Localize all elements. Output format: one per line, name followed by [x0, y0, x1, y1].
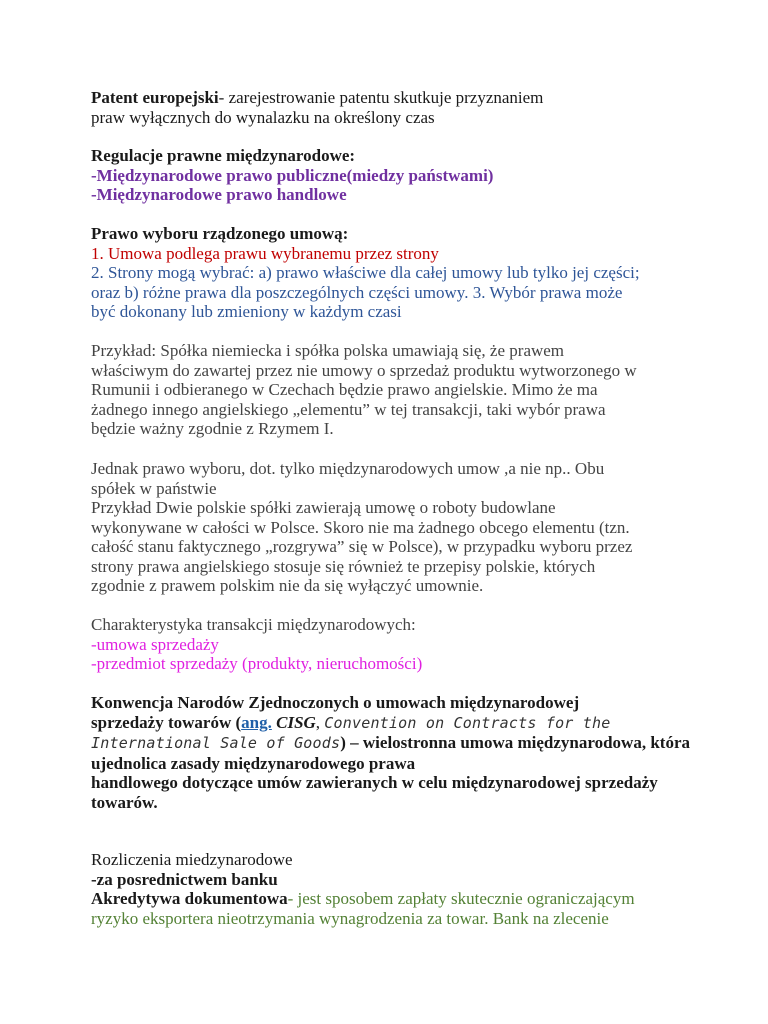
przyklad-line: będzie ważny zgodnie z Rzymem I. — [91, 419, 334, 438]
charakterystyka-item: -przedmiot sprzedaży (produkty, nieruchomości) — [91, 654, 423, 673]
konwencja-paren: ( — [231, 712, 242, 732]
konwencja-section — [91, 693, 691, 812]
cisg-abbr: CISG — [276, 712, 316, 732]
convention-name-b: International Sale of Goods — [91, 734, 341, 752]
jednak-line: całość stanu faktycznego „rozgrywa” się w Polsce), w przypadku wyboru przez — [91, 537, 633, 556]
regulacje-item-public: -Międzynarodowe prawo publiczne(miedzy państwami) — [91, 165, 494, 185]
akredytywa-definition: - jest sposobem zapłaty skutecznie ograniczającym — [287, 889, 635, 908]
akredytywa-term: Akredytywa dokumentowa — [91, 889, 288, 908]
przyklad-line: Rumunii i odbieranego w Czechach będzie prawo angielskie. Mimo że ma — [91, 380, 598, 399]
wybor-section — [91, 224, 691, 322]
konwencja-desc-line: handlowego dotyczące umów zawieranych w celu międzynarodowej sprzedaży — [91, 773, 658, 792]
konwencja-desc-line: towarów. — [91, 792, 158, 812]
charakterystyka-item: -umowa sprzedaży — [91, 634, 219, 654]
przyklad-line: Przykład: Spółka niemiecka i spółka polska umawiają się, że prawem — [91, 341, 565, 360]
regulacje-item-commercial: -Międzynarodowe prawo handlowe — [91, 185, 347, 204]
wybor-point-2-line: 2. Strony mogą wybrać: a) prawo właściwe dla całej umowy lub tylko jej części; — [91, 263, 640, 282]
przyklad-line: właściwym do zawartej przez nie umowy o sprzedaż produktu wytworzonego w — [91, 360, 637, 380]
wybor-point-2-line: być dokonany lub zmieniony w każdym czasi — [91, 302, 402, 321]
patent-paragraph — [91, 88, 691, 127]
ang-link[interactable]: ang. — [241, 712, 272, 732]
rozliczenia-heading: Rozliczenia miedzynarodowe — [91, 850, 293, 869]
charakterystyka-section — [91, 615, 691, 674]
wybor-point-2-line: oraz b) różne prawa dla poszczególnych części umowy. 3. Wybór prawa może — [91, 282, 623, 302]
jednak-line: wykonywane w całości w Polsce. Skoro nie ma żadnego obcego elementu (tzn. — [91, 517, 630, 537]
przyklad-paragraph — [91, 341, 691, 439]
konwencja-title: Konwencja Narodów Zjednoczonych o umowach międzynarodowej — [91, 693, 580, 712]
patent-definition-cont: praw wyłącznych do wynalazku na określony czas — [91, 107, 435, 127]
przyklad-line: żadnego innego angielskiego „elementu” w tej transakcji, taki wybór prawa — [91, 399, 606, 419]
jednak-line: spółek w państwie — [91, 478, 217, 498]
konwencja-title-cont: sprzedaży towarów — [91, 712, 232, 732]
jednak-line: zgodnie z prawem polskim nie da się wyłączyć umownie. — [91, 576, 484, 595]
patent-definition: - zarejestrowanie patentu skutkuje przyznaniem — [218, 88, 544, 107]
wybor-point-1: 1. Umowa podlega prawu wybranemu przez strony — [91, 243, 439, 263]
rozliczenia-section — [91, 850, 691, 928]
patent-term: Patent europejski — [91, 88, 219, 107]
wybor-heading: Prawo wyboru rządzonego umową: — [91, 224, 349, 243]
regulacje-heading: Regulacje prawne międzynarodowe: — [91, 146, 356, 165]
jednak-paragraph — [91, 459, 691, 596]
charakterystyka-heading: Charakterystyka transakcji międzynarodowych: — [91, 615, 416, 634]
konwencja-comma: , — [315, 712, 321, 732]
jednak-line: Przykład Dwie polskie spółki zawierają umowę o roboty budowlane — [91, 498, 556, 517]
regulacje-section — [91, 146, 691, 205]
rozliczenia-sub: -za posrednictwem banku — [91, 869, 278, 889]
jednak-line: Jednak prawo wyboru, dot. tylko międzynarodowych umow ,a nie np.. Obu — [91, 459, 605, 478]
jednak-line: strony prawa angielskiego stosuje się również te przepisy polskie, których — [91, 556, 596, 576]
konwencja-desc: ) – wielostronna umowa międzynarodowa, która — [340, 733, 690, 752]
akredytywa-definition-cont: ryzyko eksportera nieotrzymania wynagrodzenia za towar. Bank na zlecenie — [91, 908, 609, 928]
konwencja-desc-line: ujednolica zasady międzynarodowego prawa — [91, 753, 416, 773]
convention-name-a: Convention on Contracts for the — [324, 713, 611, 732]
